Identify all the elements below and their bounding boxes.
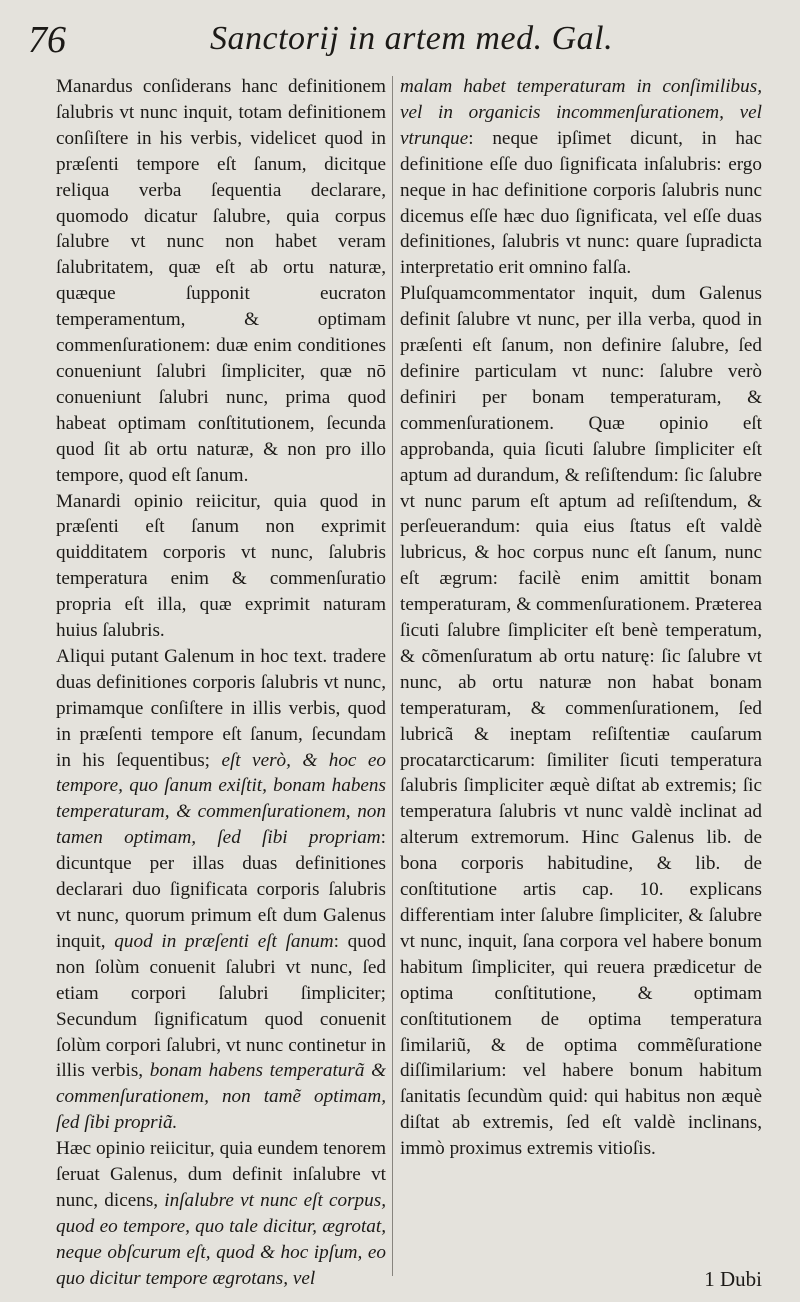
column-divider xyxy=(392,76,393,1276)
running-title: Sanctorij in artem med. Gal. xyxy=(210,20,614,57)
text-run: Hæc opinio reiicitur, quia eundem tenorem ſeruat Galenus, dum definit inſalubre vt nunc, dicens, xyxy=(56,1138,386,1211)
italic-quote: malam habet temperaturam in conſimilibus, vel in organicis incommenſurationem, vel vtrunque xyxy=(400,76,762,149)
page-number: 76 xyxy=(28,19,66,61)
paragraph xyxy=(56,74,386,489)
text-run: : neque ipſimet dicunt, in hac definitione eſſe duo ſignificata inſalubris: ergo neque in hac definitione corporis ſalubris nunc dicemus eſſe hæc duo ſignificata, vel eſſe duas definitiones, ſalubris vt nunc: quare ſupradicta interpretatio erit omnino falſa. xyxy=(400,127,762,279)
right-text-column xyxy=(400,74,762,1162)
paragraph xyxy=(56,644,386,1136)
paragraph xyxy=(56,1136,386,1291)
paragraph xyxy=(400,281,762,1162)
italic-quote: inſalubre vt nunc eſt corpus, quod eo tempore, quo tale dicitur, ægrotat, neque obſcurum eſt, quod & hoc ipſum, eo quo dicitur tempore ægrotans, vel xyxy=(56,1189,386,1289)
text-run: Manardus conſiderans hanc definitionem ſalubris vt nunc inquit, totam definitionem conſiſtere in his verbis, videlicet quod in præſenti tempore eſt ſanum, dicitque reliqua verba ſequentia declarare, quomodo dicatur ſalubre, quia corpus ſalubre vt nunc non habet veram ſalubritatem, quæ eſt ab ortu naturæ, quæque ſupponit eucraton temperamentum, & optimam commenſurationem: duæ enim conditiones conueniunt ſalubri ſimpliciter, quæ nō conueniunt ſalubri nunc, prima quod habeat optimam conſtitutionem, ſecunda quod ſit ab ortu naturæ, & non pro illo tempore, quod eſt ſanum. xyxy=(56,76,386,486)
text-run: : dicuntque per illas duas definitiones declarari duo ſignificata corporis ſalubris vt nunc, quorum primum eſt dum Galenus inquit, xyxy=(56,827,386,952)
text-run: Pluſquamcommentator inquit, dum Galenus definit ſalubre vt nunc, per illa verba, quod in præſenti eſt ſanum, non definire ſalubre, ſed definire particulam vt nunc: ſalubre verò definiri per bonam temperaturam, & commenſurationem. Quæ opinio eſt approbanda, quia ſicuti ſalubre ſimpliciter eſt aptum ad durandum, & reſiſtendum: ſic ſalubre vt nunc parum eſt aptum ad reſiſtendum, & perſeuerandum: quia eius ſtatus eſt valdè lubricus, & hoc corpus nunc eſt ſanum, nunc eſt ægrum: facilè enim amittit bonam temperaturam, & commenſurationem. Præterea ſicuti ſalubre ſimpliciter eſt benè temperatum, & cõmenſuratum ab ortu naturę: ſic ſalubre vt nunc, ab ortu naturæ non habat bonam temperaturam, & commenſurationem, ſed lubricã & ineptam reſiſtentiæ cauſarum procatarcticarum: ſimiliter ſicuti temperatura ſalubris ſimpliciter æquè diſtat ab extremis; ſic temperatura ſalubris vt nunc valdè inclinat ad alterum extremorum. Hinc Galenus lib. de bona corporis habitudine, & lib. de conſtitutione artis cap. 10. explicans differentiam inter ſalubre ſimpliciter, & ſalubre vt nunc, inquit, ſana corpora vel habere bonum habitum ſimpliciter, qui reuera prædicetur de optima conſtitutione, & optimam conſtitutionem de optima temperatura ſimilariũ, & de optima commẽſuratione diſſimilarium: vel habere bonum habitum ſanitatis ſecundùm quid: qui habitus non æquè diſtat ab extremis, ſed eſt valdè inclinans, immò proximus extremis vitioſis. xyxy=(400,283,762,1160)
page-header xyxy=(0,14,800,74)
text-run: Manardi opinio reiicitur, quia quod in præſenti eſt ſanum non exprimit quidditatem corporis vt nunc, ſalubris temperatura enim & commenſuratio propria eſt illa, quæ exprimit naturam huius ſalubris. xyxy=(56,490,386,642)
left-text-column xyxy=(56,74,386,1292)
catchword: 1 Dubi xyxy=(704,1267,762,1291)
italic-quote: bonam habens temperaturã & commenſurationem, non tamẽ optimam, ſed ſibi propriã. xyxy=(56,1060,387,1134)
italic-quote: quod in præſenti eſt ſanum xyxy=(114,930,334,952)
text-run: Aliqui putant Galenum in hoc text. tradere duas definitiones corporis ſalubris vt nunc, primamque conſiſtere in illis verbis, quod in præſenti tempore eſt ſanum, ſecundam in his ſequentibus; xyxy=(56,645,386,771)
paragraph xyxy=(56,489,386,644)
italic-quote: eſt verò, & hoc eo tempore, quo ſanum exiſtit, bonam habens temperaturam, & commenſurationem, non tamen optimam, ſed ſibi propriam xyxy=(56,749,387,849)
text-run: : quod non ſolùm conuenit ſalubri vt nunc, ſed etiam corpori ſalubri ſimpliciter; Secundum ſignificatum quod conuenit ſolùm corpori ſalubri, vt nunc continetur in illis verbis, xyxy=(56,930,386,1082)
paragraph xyxy=(400,74,762,281)
